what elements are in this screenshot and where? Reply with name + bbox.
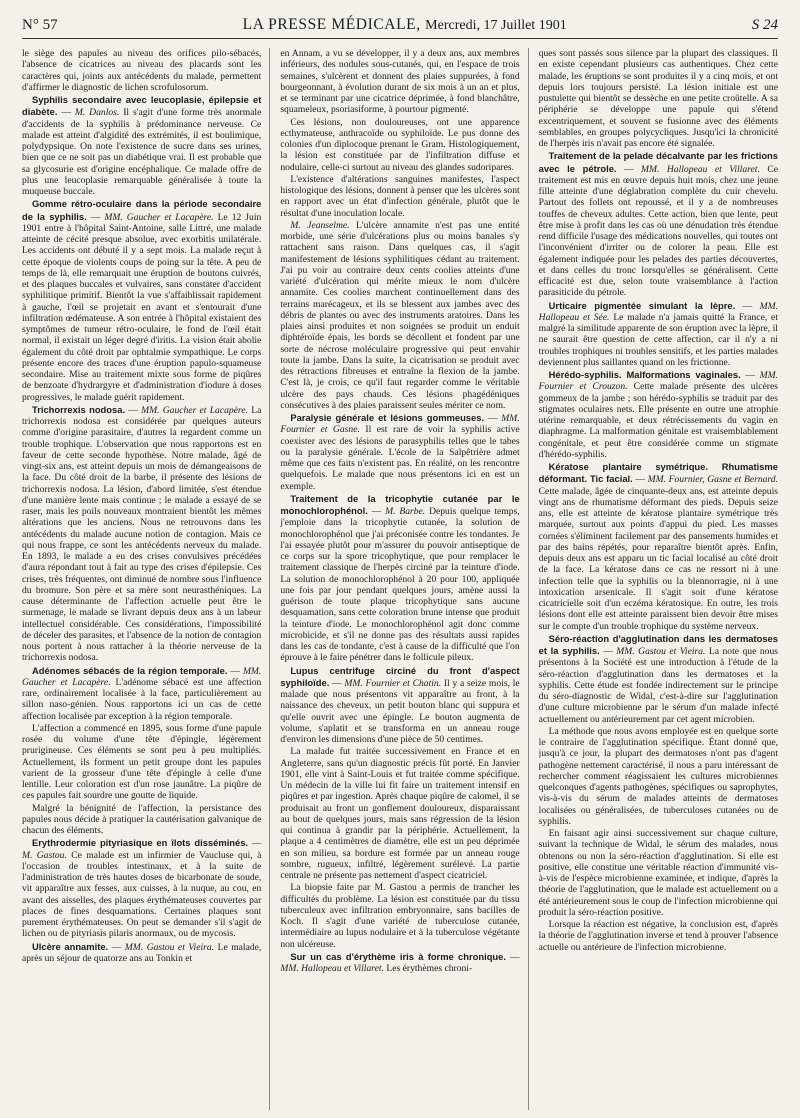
article-title: Paralysie générale et lésions gommeuses. bbox=[290, 412, 485, 423]
article-paragraph: Erythrodermie pityriasique en îlots disséminés. — M. Gastou. Ce malade est un infirmier de Vaucluse qui, à l'occasion de troubles intestinaux, et à la suite de l'administration de très hautes doses de bicarbonate de soude, vit apparaître aux fesses, aux cuisses, à la nuque, au cou, en avant des aisselles, des plaques érythémateuses couvertes par places de fines desquamations. Certaines plaques sont purement érythémateuses. On peut se demander s'il s'agit de lichen ou de pityriasis pilaris anormaux, ou de mycosis. bbox=[22, 837, 262, 940]
header-rule bbox=[22, 38, 778, 39]
article-authors: MM. Gaucher et Lacapère. bbox=[141, 404, 248, 416]
issue-number: N° 57 bbox=[22, 17, 58, 33]
article-paragraph: Syphilis secondaire avec leucoplasie, épilepsie et diabète. — M. Danlos. Il s'agit d'une forme très anormale d'accidents de la syphilis à prédominance nerveuse. Ce malade est atteint d'algidité des extrémités, il est boulimique, polydypsique. On note l'existence de sucre dans ses urines, bien que ce ne soit pas un diabétique vrai. Il est probable que sa glycosurie est d'origine encéphalique. Ce malade offre de plus une leucoplasie remarquable généralisée à toute la muqueuse buccale. bbox=[22, 94, 262, 197]
paragraph-body: Il est rare de voir la syphilis active coexister avec des lésions de parasyphilis telles que le tabes ou la paralysie générale. L'école de la Salpêtrière admet même que ces faits n'existent pas. En réalité, on les rencontre quelquefois. Le malade que nous présentons ici en est un exemple. bbox=[280, 424, 520, 492]
paragraph-body: Cette malade présente des ulcères gommeux de la jambe ; son hérédo-syphilis se traduit par des stigmates oculaires nets. Elle présente en outre une atrophie utérine remarquable, et deux rétrécissements du vagin en diaphragme. La malformation génitale est vraisemblablement congénitale, et peut être considérée comme un stigmate d'hérédo-syphilis. bbox=[538, 381, 778, 460]
article-title: Adénomes sébacés de la région temporale. bbox=[32, 664, 228, 676]
page-number: S 24 bbox=[751, 17, 778, 33]
text-paragraph bbox=[280, 220, 519, 411]
article-authors: MM. Hallopeau et Villaret. bbox=[280, 963, 384, 974]
paragraph-body: La biopsie faite par M. Gastou a permis de trancher les difficultés du problème. La lésion est constituée par du tissu tuberculeux avec infiltration embryonnaire, sans bacilles de Koch. Il s'agit d'une variété de tuberculose cutanée, intermédiaire au lupus nodulaire et à la tuberculose végétante non ulcéreuse. bbox=[280, 882, 520, 950]
paragraph-body: La méthode que nous avons employée est en quelque sorte le contraire de l'agglutination spécifique. Étant donné que, jusqu'à ce jour, la plupart des dermatoses n'ont pas d'agent pathogène nettement caractérisé, il nous a paru intéressant de rechercher comment réagissaient les cultures microbiennes quelconques d'agents pathogènes, spécifiques ou saprophytes, vis-à-vis du sérum de malades atteints de dermatoses localisées ou généralisées, de tuberculoses cutanées ou de syphilis. bbox=[538, 725, 778, 827]
article-paragraph: Kératose plantaire symétrique. Rhumatisme déformant. Tic facial. — MM. Fournier, Gasne et Bernard. Cette malade, âgée de cinquante-deux ans, est atteinte depuis vingt ans de rhumatisme déformant des pieds. Depuis seize ans, elle est atteinte de kératose plantaire symétrique très marquée, surtout aux points d'appui du pied. Les masses cornées s'éliminent facilement par des pansements humides et par des bains répétés, pour reparaître bientôt après. Enfin, depuis deux ans est apparu un tic facial localisé au côté droit de la face. La kératose dans ce cas ne ressort ni à une infection telle que la syphilis ou la blennorragie, ni à une intoxication arsenicale. Il s'agit soit d'une kératose cicatricielle soit d'un eczéma kératosique. En outre, les trois lésions dont elle est atteinte paraissent bien devoir être mises sur le compte d'un trouble trophique du système nerveux. bbox=[538, 461, 778, 632]
paragraph-body: La note que nous présentons à la Société est une introduction à l'étude de la séro-réaction d'agglutination dans les dermatoses et la syphilis. Cette étude est fondée indirectement sur le principe du séro-diagnostic de Widal, c'est-à-dire sur l'agglutination d'une culture microbienne par le sérum d'un malade infecté actuellement ou antérieurement par cet agent microbien. bbox=[538, 646, 778, 725]
article-title: Traitement de la pelade décalvante par les frictions avec le pétrole. bbox=[538, 150, 778, 174]
paragraph-body: Le malade n'a jamais quitté la France, et malgré la similitude apparente de son éruption avec la lèpre, il ne saurait être question de cette affection, car il n'y a ni troubles trophiques ni troubles sensitifs, et les parties malades deviennent plus saillantes quand on les frictionne. bbox=[538, 311, 778, 368]
article-title: Traitement de la tricophytie cutanée par le monochlorophénol. bbox=[280, 492, 520, 516]
article-title: Lupus centrifuge circiné du front d'aspect syphiloïde. bbox=[280, 664, 520, 688]
article-paragraph: Trichorrexis nodosa. — MM. Gaucher et Lacapère. La trichorrexis nodosa est considérée par quelques auteurs comme d'origine parasitaire, d'autres la regardent comme un trouble trophique. L'observation que nous rapportons est en faveur de cette seconde hypothèse. Notre malade, âgé de vingt-six ans, est atteint depuis un mois de démangeaisons de la face. Du côté droit de la barbe, il présente des lésions de trichorrexis nodosa. La lésion, d'abord limitée, s'est étendue d'une manière lente mais continue ; le malade a essayé de se raser, mais les poils nouveaux montraient bientôt les mêmes altérations que les anciens. Nous ne retrouvons dans les antécédents du malade aucune notion de contagion. Mais ce qui nous frappe, ce sont les antécédents nerveux du malade. En 1893, le malade a eu des crises convulsives précédées d'aura répondant tout à fait au type des crises d'épilepsie. Ces crises, très fréquentes, ont diminué de nombre sous l'influence du bromure. Son père et sa mère sont neurasthéniques. La cause déterminante de l'affection actuelle peut être le surmenage, le malade se livrant depuis deux ans à un labeur intellectuel considérable. Ces considérations, l'impossibilité de déceler des parasites, et l'absence de la notion de contagion nous portent à nous rattacher à la théorie nerveuse de la trichorrexis nodosa. bbox=[22, 403, 262, 664]
text-paragraph bbox=[280, 746, 519, 881]
article-title: Erythrodermie pityriasique en îlots disséminés. bbox=[32, 837, 249, 849]
text-paragraph bbox=[539, 48, 778, 149]
article-title: Hérédo-syphilis. Malformations vaginales. bbox=[548, 369, 741, 380]
article-authors: MM. Hallopeau et Villaret. bbox=[641, 163, 760, 175]
paragraph-body: Ce malade est un infirmier de Vaucluse qui, à l'occasion de troubles intestinaux, et à la suite de l'administration de très hautes doses de bicarbonate de soude, vit apparaître aux fesses, aux cuisses, à la nuque, au cou, en avant des aisselles, des plaques érythémateuses couvertes par places de fines desquamations. Certaines plaques sont purement érythémateuses. On peut se demander s'il s'agit de lichen ou de pityriasis pilaris anormaux, ou de mycosis. bbox=[22, 849, 262, 940]
text-paragraph bbox=[280, 882, 519, 950]
paragraph-body: L'affection a commencé en 1895, sous forme d'une papule rosée du volume d'une tête d'épingle, légèrement prurigineuse. Ces éléments se sont peu à peu multipliés. Actuellement, ils forment un petit groupe dont les papules varient de la grosseur d'une tête d'épingle à celle d'une lentille. Leur coloration est d'un rose jaunâtre. La piqûre de ces papules fait sourdre une goutte de liquide. bbox=[22, 722, 262, 802]
page-header bbox=[22, 8, 778, 34]
paragraph-body: Le malade, après un séjour de quatorze ans au Tonkin et bbox=[22, 941, 262, 964]
text-paragraph bbox=[22, 48, 261, 93]
article-columns bbox=[22, 48, 778, 1110]
article-paragraph: Adénomes sébacés de la région temporale. — MM. Gaucher et Lacapère. L'adénome sébacé est une affection rare, ordinairement localisée à la face, particulièrement au sillon naso-génien. Nous rapportons ici un cas de cette affection localisée par exception à la région temporale. bbox=[22, 664, 262, 722]
text-paragraph bbox=[280, 48, 519, 116]
article-paragraph: Sur un cas d'érythème iris à forme chronique. — MM. Hallopeau et Villaret. Les érythèmes chroni- bbox=[280, 950, 520, 974]
article-authors: MM. Fournier et Gasne. bbox=[280, 413, 520, 436]
paragraph-body: Ces lésions, non douloureuses, ont une apparence ecthymateuse, anthracoïde ou syphiloïde. Le pus donne des colonies d'un diplocoque prenant le Gram. Histologiquement, la lésion est constituée par de l'infiltration diffuse et nodulaire, celle-ci surtout au niveau des glandes sudoripares. bbox=[280, 116, 520, 173]
paragraph-body: Ce traitement est mis en œuvre depuis huit mois, chez une jeune fille atteinte d'une déglabration complète du cuir chevelu. Partout des follets ont repoussé, et il y a de nombreuses touffes de cheveux adultes. Cette action, bien que lente, peut être mise à profit dans les cas où une dénudation très étendue rend difficile l'usage des médications nouvelles, qui toutes ont l'inconvénient d'irriter ou de colorer la peau. Elle est également indiquée pour les pelades des parties découvertes, et dans celles du tronc lorsqu'elles se généralisent. Cette efficacité est due, selon toute vraisemblance à l'action parasiticide du pétrole. bbox=[538, 163, 778, 299]
article-authors: MM. Fournier et Crouzon. bbox=[538, 370, 778, 393]
article-title: Gomme rétro-oculaire dans la période secondaire de la syphilis. bbox=[22, 198, 262, 222]
paragraph-body: Le 12 Juin 1901 entre à l'hôpital Saint-Antoine, salle Littré, une malade atteinte de cécité presque absolue, avec exorbitis unilatérale. Les accidents ont débuté il y a sept mois. La malade reçut à cette époque de violents coups de poing sur la tête. A peu de temps de là, elle remarquait une éruption de boutons cuivrés, et des plaques buccales et vulvaires, sans constater d'accident syphilitique primitif. Bientôt la vue s'affaiblissait rapidement à gauche, l'œil se projetait en avant et s'entourait d'une infiltration œdémateuse. A son entrée à l'hôpital existaient des symptômes de tumeur rétro-oculaire, le fond de l'œil était normal, il existait un léger degré d'iritis. La vision était abolie également du côté droit par ophtalmie sympathique. Le corps présente encore des traces d'une éruption papulo-squameuse secondaire. Mise au traitement mixte sous forme de piqûres de benzoate d'hydrargyre et d'administration d'iodure à doses progressives, le malade guérit rapidement. bbox=[22, 211, 262, 403]
issue-date: Mercredi, 17 Juillet 1901 bbox=[425, 18, 567, 33]
text-paragraph bbox=[280, 174, 519, 219]
paragraph-body: En faisant agir ainsi successivement sur chaque culture, suivant la technique de Widal, le sérum des malades, nous obtenons ou non la séro-réaction d'agglutination. Si elle est positive, elle constitue une véritable réaction d'immunité vis-à-vis de l'espèce microbienne examinée, et indique, d'après la théorie de l'agglutination, que le malade est actuellement ou a été antérieurement sous le coup de l'infection microbienne qui produit la séro-réaction positive. bbox=[538, 828, 778, 918]
article-paragraph: Traitement de la pelade décalvante par les frictions avec le pétrole. — MM. Hallopeau et Villaret. Ce traitement est mis en œuvre depuis huit mois, chez une jeune fille atteinte d'une déglabration complète du cuir chevelu. Partout des follets ont repoussé, et il y a de nombreuses touffes de cheveux adultes. Cette action, bien que lente, peut être mise à profit dans les cas où une dénudation très étendue rend difficile l'usage des médications nouvelles, qui toutes ont l'inconvénient d'irriter ou de colorer la peau. Elle est également indiquée pour les pelades des parties découvertes, et dans celles du tronc lorsqu'elles se généralisent. Cette efficacité est due, selon toute vraisemblance à l'action parasiticide du pétrole. bbox=[538, 150, 778, 299]
article-authors: MM. Fournier, Gasne et Bernard. bbox=[647, 474, 778, 486]
masthead bbox=[243, 16, 567, 34]
text-paragraph bbox=[539, 828, 778, 918]
article-authors: M. Danlos. bbox=[74, 107, 120, 119]
text-paragraph bbox=[280, 117, 519, 173]
article-paragraph: Traitement de la tricophytie cutanée par le monochlorophénol. — M. Barbe. Depuis quelque temps, j'emploie dans la tricophytie cutanée, la solution de monochlorophénol que j'ai préconisée contre les tondantes. Je l'ai essayée plutôt pour m'assurer du pouvoir antiseptique de ce corps sur la spore tricophytique, que pour remplacer le traitement classique de l'herpès circiné par la teinture d'iode. La solution de monochlorophénol à 20 pour 100, appliquée une fois par jour pendant quelques jours, amène aussi la guérison de toute plaque tricophytique sans aucune desquamation, sans cette coloration brune intense que produit la teinture d'iode. Le monochlorophénol agit donc comme microbicide, et s'il ne donne pas des résultats aussi rapides dans les cas de tondante, c'est à cause de la difficulté que l'on éprouve à le faire pénétrer dans le follicule pileux. bbox=[280, 492, 520, 664]
article-paragraph: Urticaire pigmentée simulant la lèpre. — MM. Hallopeau et Sée. Le malade n'a jamais quitté la France, et malgré la similitude apparente de son éruption avec la lèpre, il ne saurait être question de cette affection, car il n'y a ni troubles trophiques ni troubles sensitifs, et les parties malades deviennent plus saillantes quand on les frictionne. bbox=[538, 299, 778, 368]
article-title: Urticaire pigmentée simulant la lèpre. bbox=[548, 299, 736, 311]
article-paragraph: Paralysie générale et lésions gommeuses. — MM. Fournier et Gasne. Il est rare de voir la syphilis active coexister avec des lésions de parasyphilis telles que le tabes ou la paralysie générale. L'école de la Salpêtrière admet même que ces faits n'existent pas. En réalité, on les rencontre quelquefois. Le malade que nous présentons ici en est un exemple. bbox=[280, 412, 520, 492]
paragraph-body: Cette malade, âgée de cinquante-deux ans, est atteinte depuis vingt ans de rhumatisme déformant des pieds. Depuis seize ans, elle est atteinte de kératose plantaire symétrique très marquée, surtout aux points d'appui du pied. Les masses cornées s'éliminent facilement par des pansements humides et par des bains répétés, pour reparaître bientôt après. Enfin, depuis deux ans est apparu un tic facial localisé au côté droit de la face. La kératose dans ce cas ne ressort ni à une infection telle que la syphilis ou la blennorragie, ni à une intoxication arsenicale. Il s'agit soit d'une kératose cicatricielle soit d'un eczéma kératosique. En outre, les trois lésions dont elle est atteinte paraissent bien devoir être mises sur le compte d'un trouble trophique du système nerveux. bbox=[538, 485, 778, 632]
text-paragraph bbox=[22, 723, 261, 802]
article-authors: MM. Gastou et Vieira. bbox=[616, 646, 706, 657]
article-paragraph: Lupus centrifuge circiné du front d'aspect syphiloïde. — MM. Fournier et Chatin. Il y a seize mois, le malade que nous présentons vit apparaître au front, à la naissance des cheveux, un petit bouton blanc qui suppura et qu'elle ouvrit avec une épingle. Le bouton augmenta de volume, s'aplatit et se transforma en un anneau rouge d'environ les dimensions d'une pièce de 50 centimes. bbox=[280, 664, 520, 745]
article-authors: MM. Hallopeau et Sée. bbox=[538, 300, 778, 323]
article-title: Syphilis secondaire avec leucoplasie, épilepsie et diabète. bbox=[22, 94, 262, 118]
paragraph-body: ques sont passés sous silence par la plupart des classiques. Il en existe cependant plusieurs cas authentiques. Chez cette malade, les éruptions se sont produites il y a cinq mois, et ont depuis lors toujours persisté. La lésion initiale est une pustulette qui bientôt se dessèche en une petite croûtelle. A sa périphérie se développe une papule qui s'étend excentriquement, et souvent se fusionne avec des éléments semblables, en groupes polycycliques. Jusqu'ici la chronicité de l'herpès iris n'avait pas encore été signalée. bbox=[538, 48, 778, 149]
article-authors: MM. Gaucher et Lacapère. bbox=[104, 211, 214, 223]
paragraph-body: Les érythèmes chroni- bbox=[386, 963, 473, 974]
article-authors: MM. Fournier et Chatin. bbox=[344, 677, 442, 689]
paragraph-body: Depuis quelque temps, j'emploie dans la tricophytie cutanée, la solution de monochlorophénol que j'ai préconisée contre les tondantes. Je l'ai essayée plutôt pour m'assurer du pouvoir antiseptique de ce corps sur la spore tricophytique, que pour remplacer le traitement classique de l'herpès circiné par la teinture d'iode. La solution de monochlorophénol à 20 pour 100, appliquée une fois par jour pendant quelques jours, amène aussi la guérison de toute plaque tricophytique sans aucune desquamation, sans cette coloration brune intense que produit la teinture d'iode. Le monochlorophénol agit donc comme microbicide, et s'il ne donne pas des résultats aussi rapides dans les cas de tondante, c'est à cause de la difficulté que l'on éprouve à le faire pénétrer dans le follicule pileux. bbox=[280, 506, 520, 664]
article-title: Séro-réaction d'agglutination dans les dermatoses et la syphilis. bbox=[538, 632, 778, 656]
column-2 bbox=[280, 48, 528, 1110]
paragraph-body: L'existence d'altérations sanguines manifestes, l'aspect histologique des lésions, donnent à penser que les ulcères sont en rapport avec un état d'infection générale, plutôt que le résultat d'une inoculation locale. bbox=[280, 173, 520, 219]
article-paragraph: Séro-réaction d'agglutination dans les dermatoses et la syphilis. — MM. Gastou et Vieira. La note que nous présentons à la Société est une introduction à l'étude de la séro-réaction d'agglutination dans les dermatoses et la syphilis. Cette étude est fondée indirectement sur le principe du séro-diagnostic de Widal, c'est-à-dire sur l'agglutination d'une culture microbienne par le sérum d'un malade infecté actuellement ou antérieurement par cet agent microbien. bbox=[538, 632, 778, 725]
article-title: Ulcère annamite. bbox=[32, 940, 109, 952]
article-paragraph: Gomme rétro-oculaire dans la période secondaire de la syphilis. — MM. Gaucher et Lacapère. Le 12 Juin 1901 entre à l'hôpital Saint-Antoine, salle Littré, une malade atteinte de cécité presque absolue, avec exorbitis unilatérale. Les accidents ont débuté il y a sept mois. La malade reçut à cette époque de violents coups de poing sur la tête. A peu de temps de là, elle remarquait une éruption de boutons cuivrés, et des plaques buccales et vulvaires, sans constater d'accident syphilitique primitif. Bientôt la vue s'affaiblissait rapidement à gauche, l'œil se projetait en avant et s'entourait d'une infiltration œdémateuse. A son entrée à l'hôpital existaient des symptômes de tumeur rétro-oculaire, le fond de l'œil était normal, il existait un léger degré d'iritis. La vision était abolie également du côté droit par ophtalmie sympathique. Le corps présente encore des traces d'une éruption papulo-squameuse secondaire. Mise au traitement mixte sous forme de piqûres de benzoate d'hydrargyre et d'administration d'iodure à doses progressives, le malade guérit rapidement. bbox=[22, 198, 262, 403]
article-authors: MM. Gastou et Vieira. bbox=[124, 941, 215, 953]
article-authors: M. Barbe. bbox=[385, 506, 426, 517]
article-title: Trichorrexis nodosa. bbox=[32, 403, 126, 415]
paragraph-body: La trichorrexis nodosa est considérée par quelques auteurs comme d'origine parasitaire, d'autres la regardent comme un trouble trophique. L'observation que nous rapportons est en faveur de cette seconde hypothèse. Notre malade, âgé de vingt-six ans, est atteint depuis un mois de démangeaisons de la face. Du côté droit de la barbe, il présente des lésions de trichorrexis nodosa. La lésion, d'abord limitée, s'est étendue d'une manière lente mais continue ; le malade a essayé de se raser, mais les poils nouveaux montraient bientôt les mêmes altérations que les anciens. Nous ne retrouvons dans les antécédents du malade aucune notion de contagion. Mais ce qui nous frappe, ce sont les antécédents nerveux du malade. En 1893, le malade a eu des crises convulsives précédées d'aura répondant tout à fait au type des crises d'épilepsie. Ces crises, très fréquentes, ont diminué de nombre sous l'influence du bromure. Son père et sa mère sont neurasthéniques. La cause déterminante de l'affection actuelle peut être le surmenage, le malade se livrant depuis deux ans à un labeur intellectuel considérable. Ces considérations, l'impossibilité de déceler des parasites, et l'absence de la notion de contagion nous portent à nous rattacher à la théorie nerveuse de la trichorrexis nodosa. bbox=[22, 404, 262, 664]
article-authors: M. Jeanselme. bbox=[290, 219, 350, 231]
paragraph-body: Malgré la bénignité de l'affection, la persistance des papules nous décide à pratiquer la cautérisation galvanique de chacun des éléments. bbox=[22, 802, 262, 836]
column-3 bbox=[539, 48, 778, 1110]
article-paragraph: Ulcère annamite. — MM. Gastou et Vieira. Le malade, après un séjour de quatorze ans au Tonkin et bbox=[22, 940, 262, 964]
text-paragraph bbox=[22, 803, 261, 837]
article-title: Sur un cas d'érythème iris à forme chronique. bbox=[290, 950, 506, 962]
paragraph-body: L'ulcère annamite n'est pas une entité morbide, une série d'ulcérations plus ou moins banales s'y rattachent sans raison. Dans quelques cas, il s'agit manifestement de lésions syphilitiques cédant au traitement. J'ai pu voir au contraire deux cents coolies atteints d'une variété d'ulcération qui mérite mieux le nom d'ulcère annamite. Ces coolies marchent continuellement dans des terrains marécageux, et ils se blessent aux jambes avec des débris de plantes ou avec des instruments aratoires. Dans les plaies ainsi produites et non soignées se produit un enduit diphtéroïde épais, les bords se décollent et fondent par une sorte de nécrose moléculaire progressive qui peut envahir toute la jambe. Dans la suite, la cicatrisation se produit avec des rétractions fibreuses et entraîne la flexion de la jambe. C'est là, je crois, ce qu'il faut regarder comme le véritable ulcère des pays chauds. Ces lésions phagédéniques consécutives à des plaies paraissent seules mériter ce nom. bbox=[280, 219, 520, 411]
text-paragraph bbox=[539, 726, 778, 827]
article-authors: M. Gastou. bbox=[22, 849, 67, 861]
article-authors: MM. Gaucher et Lacapère. bbox=[22, 665, 262, 688]
column-1 bbox=[22, 48, 270, 1110]
paragraph-body: Il s'agit d'une forme très anormale d'accidents de la syphilis à prédominance nerveuse. Ce malade est atteint d'algidité des extrémités, il est boulimique, polydypsique. On note l'existence de sucre dans ses urines, bien que ce ne soit pas un diabétique vrai. Il est probable que sa glycosurie est d'origine encéphalique. Ce malade offre de plus une leucoplasie remarquable généralisée à toute la muqueuse buccale. bbox=[22, 107, 262, 197]
article-title: Kératose plantaire symétrique. Rhumatisme déformant. Tic facial. bbox=[538, 461, 778, 485]
paragraph-body: L'adénome sébacé est une affection rare, ordinairement localisée à la face, particulièrement au sillon naso-génien. Nous rapportons ici un cas de cette affection localisée par exception à la région temporale. bbox=[22, 676, 262, 722]
paragraph-body: Lorsque la réaction est négative, la conclusion est, d'après la théorie de l'agglutination inverse et tend à prouver l'absence actuelle ou antérieure de l'infection microbienne. bbox=[538, 919, 778, 953]
paragraph-body: Il y a seize mois, le malade que nous présentons vit apparaître au front, à la naissance des cheveux, un petit bouton blanc qui suppura et qu'elle ouvrit avec une épingle. Le bouton augmenta de volume, s'aplatit et se transforma en un anneau rouge d'environ les dimensions d'une pièce de 50 centimes. bbox=[280, 677, 520, 745]
text-paragraph bbox=[539, 919, 778, 953]
paragraph-body: le siège des papules au niveau des orifices pilo-sébacés, l'absence de cicatrices au niveau des placards sont les caractères qui, joints aux antécédents du malade, permettent d'affirmer le diagnostic de lichen scrofulosorum. bbox=[22, 48, 262, 93]
paragraph-body: en Annam, a vu se développer, il y a deux ans, aux membres inférieurs, des nodules sous-cutanés, qui, en l'espace de trois semaines, s'ulcèrent et donnent des plaies suppurées, à fond bourgeonnant, à évolution durant de six mois à un an et plus, et se terminant par une cicatrice déprimée, à fond blanchâtre, squameleux, psoriasiforme, à pourtour pigmenté. bbox=[280, 48, 520, 116]
paragraph-body: La malade fut traitée successivement en France et en Angleterre, sans qu'un diagnostic précis fût porté. En Janvier 1901, elle vint à Saint-Louis et fut traitée comme spécifique. Un médecin de la ville lui fit faire un traitement intensif en piqûres et par ingestion. Après chaque piqûre de calomel, il se produisait au front un gonflement douloureux, disparaissant au bout de quelques jours, mais sans régression de la lésion qui continua à grandir par la périphérie. Actuellement, la plaque a 4 centimètres de diamètre, elle est un peu déprimée en son milieu, sa bordure est formée par un anneau rouge sombre, rugueux, infiltré, légèrement surélevé. La partie centrale ne présente pas nettement d'aspect cicatriciel. bbox=[280, 746, 520, 881]
article-paragraph: Hérédo-syphilis. Malformations vaginales. — MM. Fournier et Crouzon. Cette malade présente des ulcères gommeux de la jambe ; son hérédo-syphilis se traduit par des stigmates oculaires nets. Elle présente en outre une atrophie utérine remarquable, et deux rétrécissements du vagin en diaphragme. La malformation génitale est vraisemblablement congénitale, et peut être considérée comme un stigmate d'hérédo-syphilis. bbox=[538, 369, 778, 460]
journal-title: LA PRESSE MÉDICALE, bbox=[242, 16, 421, 33]
